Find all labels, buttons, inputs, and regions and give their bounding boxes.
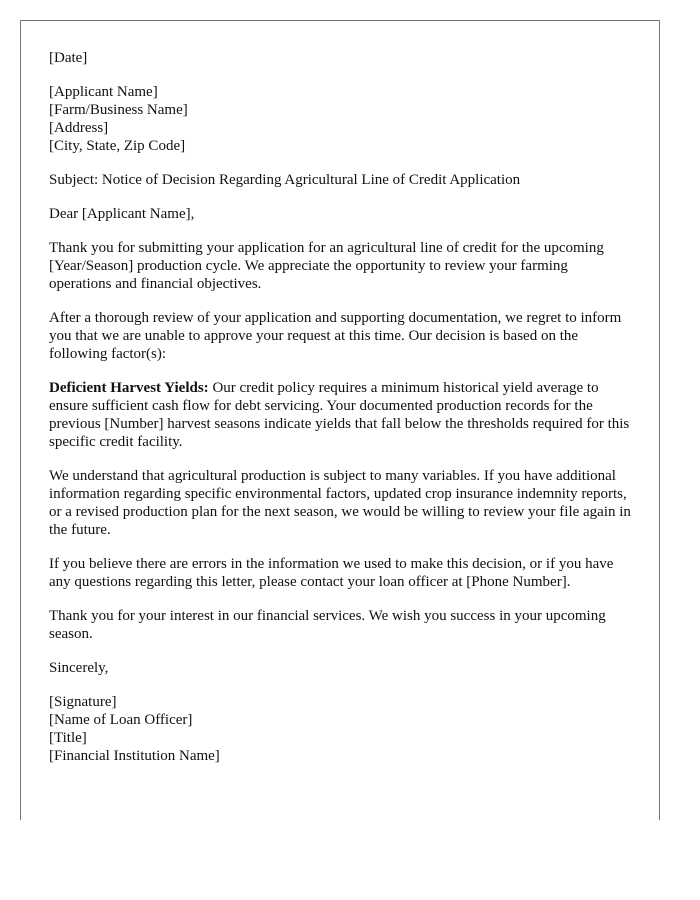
recipient-name: [Applicant Name]	[49, 84, 158, 100]
recipient-address: [Address]	[49, 120, 109, 136]
signature-block	[49, 693, 634, 765]
letter-subject: Subject: Notice of Decision Regarding Agricultural Line of Credit Application	[49, 172, 521, 188]
institution-name: [Financial Institution Name]	[49, 748, 220, 764]
recipient-city-state-zip: [City, State, Zip Code]	[49, 138, 186, 154]
letter-salutation: Dear [Applicant Name],	[49, 206, 195, 222]
officer-name: [Name of Loan Officer]	[49, 712, 193, 728]
letter-closing: Sincerely,	[49, 660, 109, 676]
paragraph-factor	[49, 379, 634, 451]
factor-text: Our credit policy requires a minimum historical yield average to ensure sufficient cash flow for debt servicing. Your documented production records for the previous [Number] harvest seasons indicate yields that fall below the thresholds required for this specific credit facility.	[49, 380, 630, 450]
letter-body	[49, 49, 634, 781]
paragraph-reconsideration: We understand that agricultural production is subject to many variables. If you have additional information regarding specific environmental factors, updated crop insurance indemnity reports, or a revised production plan for the next season, we would be willing to review your file again in the future.	[49, 468, 631, 538]
officer-title: [Title]	[49, 730, 87, 746]
paragraph-contact: If you believe there are errors in the information we used to make this decision, or if you have any questions regarding this letter, please contact your loan officer at [Phone Number].	[49, 556, 614, 590]
letter-page	[20, 20, 660, 820]
recipient-block	[49, 83, 634, 155]
recipient-business: [Farm/Business Name]	[49, 102, 188, 118]
paragraph-thanks: Thank you for your interest in our financial services. We wish you success in your upcoming season.	[49, 608, 606, 642]
paragraph-introduction: Thank you for submitting your application for an agricultural line of credit for the upcoming [Year/Season] production cycle. We appreciate the opportunity to review your farming operations and financial objectives.	[49, 240, 604, 292]
factor-label: Deficient Harvest Yields:	[49, 380, 209, 396]
signature-line: [Signature]	[49, 694, 117, 710]
paragraph-decision: After a thorough review of your application and supporting documentation, we regret to inform you that we are unable to approve your request at this time. Our decision is based on the following factor(s):	[49, 310, 622, 362]
letter-date: [Date]	[49, 50, 88, 66]
